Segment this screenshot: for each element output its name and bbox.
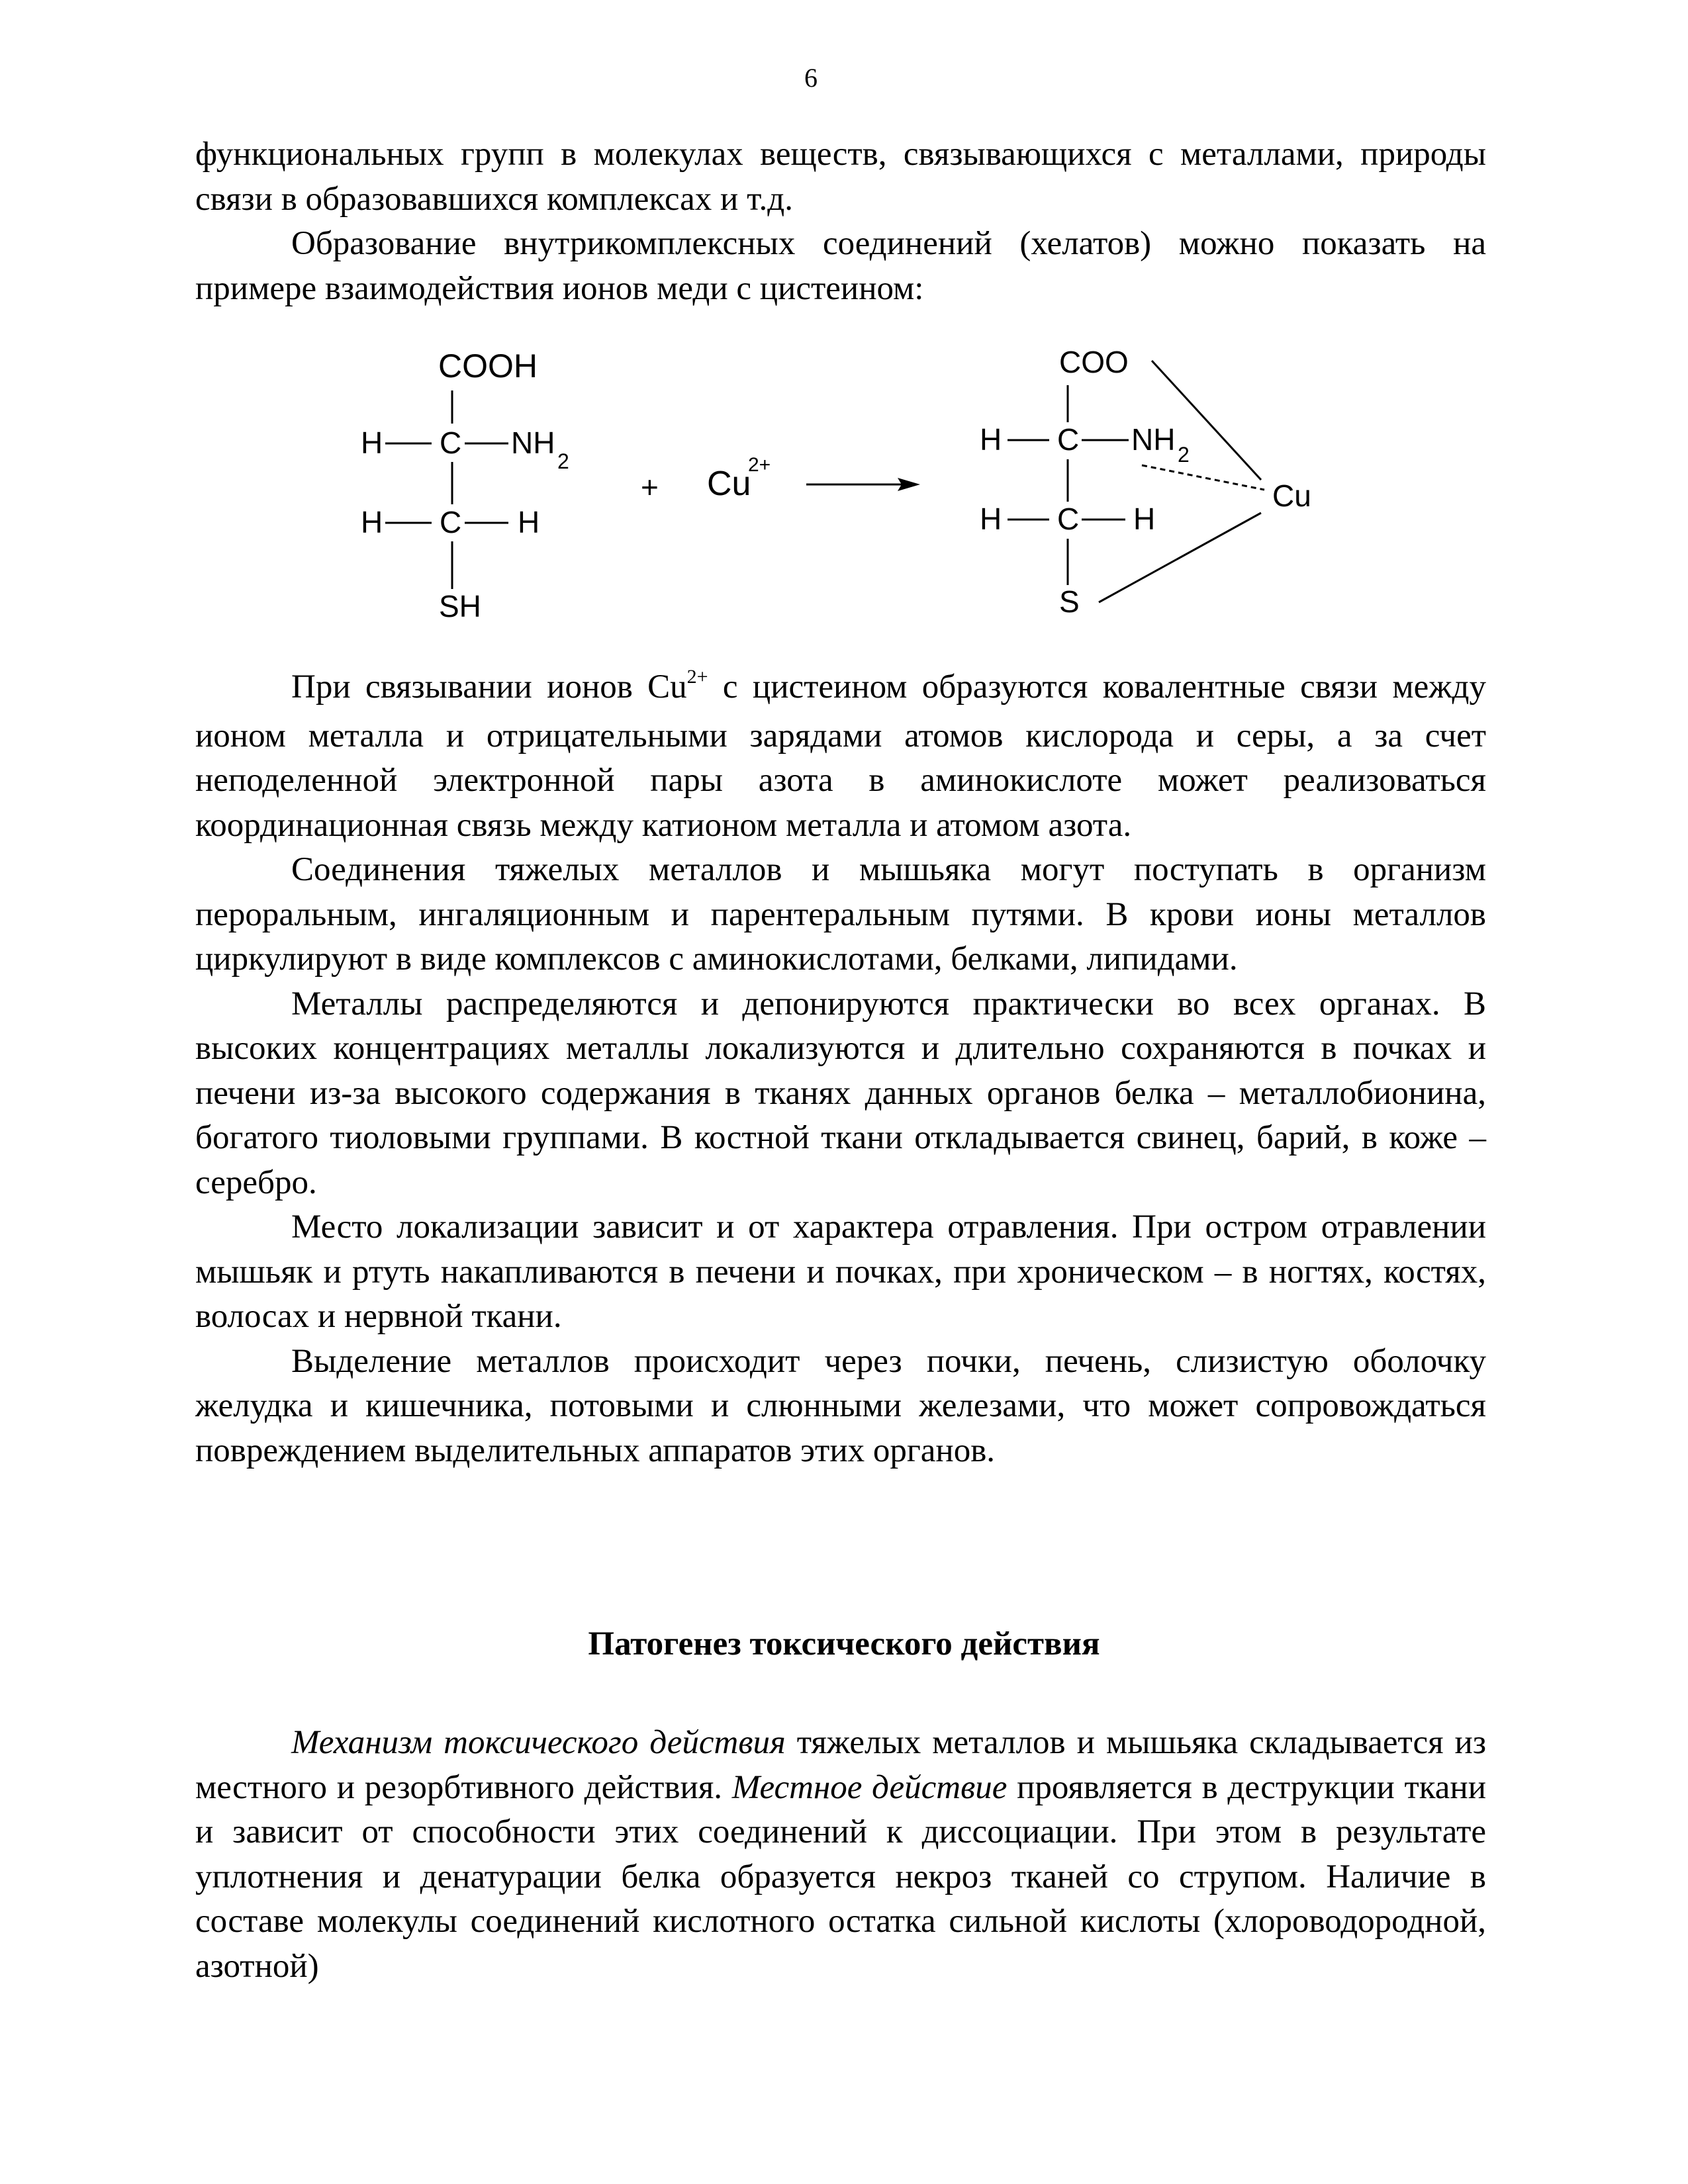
reaction-arrow-icon bbox=[806, 478, 920, 491]
coordination-bond-line bbox=[1142, 465, 1264, 490]
paragraph-excretion: Выделение металлов происходит через почки, печень, слизистую оболочку желудка и кишечника, потовыми и слюнными железами, что может сопровождаться повреждением выделительных аппаратов этих органов. bbox=[195, 1342, 1486, 1469]
copper-ion-charge: 2+ bbox=[748, 454, 771, 476]
nh-subscript: 2 bbox=[557, 449, 569, 473]
intro-text bbox=[195, 132, 1486, 311]
c-label: C bbox=[1057, 422, 1080, 457]
plus-sign: + bbox=[641, 470, 659, 504]
cysteine-structure bbox=[361, 347, 569, 623]
s-label: S bbox=[1059, 584, 1080, 619]
body-text-upper bbox=[195, 665, 1486, 1473]
nh-subscript: 2 bbox=[1178, 443, 1190, 467]
page-number: 6 bbox=[804, 63, 818, 93]
section-heading: Патогенез токсического действия bbox=[588, 1625, 1100, 1662]
copper-ion-label: Cu bbox=[707, 465, 751, 503]
chelate-structure bbox=[980, 345, 1311, 619]
paragraph-mechanism: Механизм токсического действия тяжелых металлов и мышьяка складывается из местного и резорбтивного действия. Местное действие проявляется в деструкции ткани и зависит от способности этих соединений к диссоциации. При этом в результате уплотнения и денатурации белка образуется некроз тканей со струпом. Наличие в составе молекулы соединений кислотного остатка сильной кислоты (хлороводородной, азотной) bbox=[195, 1724, 1486, 1985]
h-label: H bbox=[980, 502, 1002, 536]
h-label: H bbox=[980, 422, 1002, 457]
paragraph-localization: Место локализации зависит и от характера отравления. При остром отравлении мышьяк и ртуть накапливаются в печени и почках, при хроническом – в ногтях, костях, волосах и нервной ткани. bbox=[195, 1208, 1486, 1335]
coordination-bond-line bbox=[1152, 361, 1261, 480]
coordination-bond-line bbox=[1099, 513, 1261, 602]
paragraph-copper-binding: При связывании ионов $Cu^{2+}$ с цистеином образуются ковалентные связи между ионом металла и отрицательными зарядами атомов кислорода и серы, а за счет неподеленной электронной пары азота в аминокислоте может реализоваться координационная связь между катионом металла и атомом азота. bbox=[195, 666, 1486, 844]
copper-label: Cu bbox=[1272, 478, 1311, 513]
paragraph-distribution: Металлы распределяются и депонируются практически во всех органах. В высоких концентрациях металлы локализуются и длительно сохраняются в почках и печени из-за высокого содержания в тканях данных органов белка – металлобионина, богатого тиоловыми группами. В костной ткани откладывается свинец, барий, в коже – серебро. bbox=[195, 985, 1486, 1201]
body-text-lower bbox=[195, 1721, 1486, 1989]
c-label: C bbox=[440, 426, 462, 460]
nh-label: NH bbox=[1131, 422, 1176, 457]
c-label: C bbox=[1057, 502, 1080, 536]
h-label: H bbox=[1133, 502, 1156, 536]
h-label: H bbox=[361, 426, 383, 460]
c-label: C bbox=[440, 505, 462, 539]
cooh-label: COOH bbox=[438, 347, 538, 385]
paragraph-entry-routes: Соединения тяжелых металлов и мышьяка могут поступать в организм пероральным, ингаляционным и парентеральным путями. В крови ионы металлов циркулируют в виде комплексов с аминокислотами, белками, липидами. bbox=[195, 851, 1486, 978]
reaction-diagram bbox=[0, 331, 1688, 649]
sh-label: SH bbox=[439, 589, 481, 623]
h-label: H bbox=[518, 505, 540, 539]
h-label: H bbox=[361, 505, 383, 539]
paragraph-continuation: функциональных групп в молекулах веществ, связывающихся с металлами, природы связи в образовавшихся комплексах и т.д. bbox=[195, 136, 1486, 218]
nh-label: NH bbox=[511, 426, 555, 460]
paragraph-chelate-intro: Образование внутрикомплексных соединений (хелатов) можно показать на примере взаимодействия ионов меди с цистеином: bbox=[195, 225, 1486, 307]
coo-label: COO bbox=[1059, 345, 1129, 379]
